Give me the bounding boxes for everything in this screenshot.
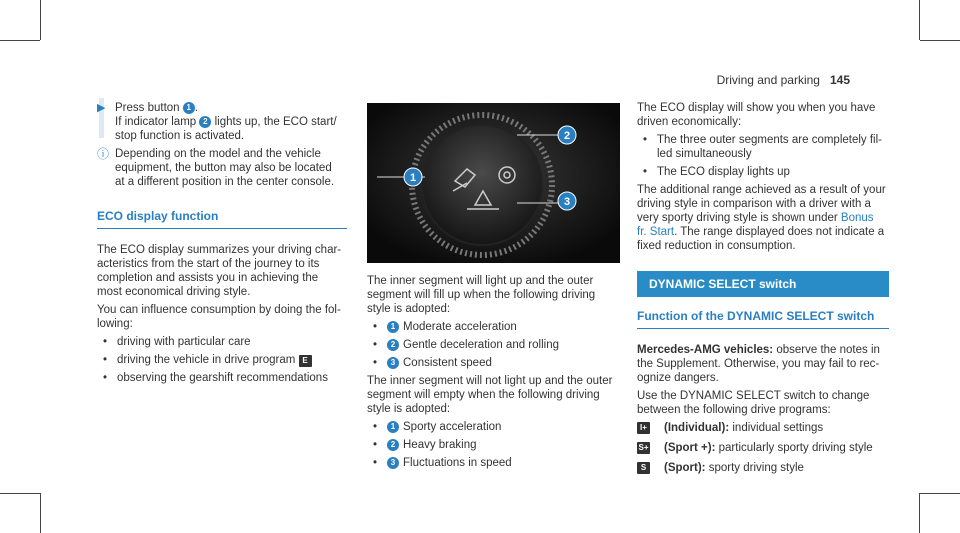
program-desc: particularly sporty driving style <box>718 442 873 454</box>
text-line: the Supplement. Otherwise, you may fail to rec- <box>637 358 880 370</box>
bonus-link[interactable]: Bonus <box>840 212 874 224</box>
text-line: most economical driving style. <box>97 286 251 298</box>
list-text: Sporty acceleration <box>403 421 502 433</box>
bonus-start-link[interactable]: fr. Start <box>637 226 675 238</box>
callout-badge: 1 <box>387 321 399 333</box>
program-item <box>637 441 889 455</box>
list-text: observing the gearshift recommendations <box>117 372 328 384</box>
section-title: Driving and parking <box>716 73 820 87</box>
paragraph <box>367 274 627 316</box>
text-line: The inner segment will light up and the outer <box>367 275 594 287</box>
callout-number: 3 <box>563 196 571 208</box>
list-item: • 3 Fluctuations in speed <box>373 457 512 469</box>
text-line: ognize dangers. <box>637 372 719 384</box>
list-text: driving with particular care <box>117 336 251 348</box>
crop-mark <box>0 493 40 494</box>
text-line: style is adopted: <box>367 303 451 315</box>
crop-mark <box>920 40 960 41</box>
program-name: (Sport +): <box>664 442 716 454</box>
text-line: acteristics from the start of the journey to its <box>97 258 320 270</box>
instruction-step <box>97 101 347 143</box>
program-name: (Sport): <box>664 462 706 474</box>
paragraph <box>637 183 889 253</box>
text-line: driving style in comparison with a driver with a <box>637 198 871 210</box>
step-text: stop function is activated. <box>115 130 245 142</box>
text-line: between the following drive programs: <box>637 404 831 416</box>
list-text: Fluctuations in speed <box>403 457 512 469</box>
callout-badge: 1 <box>183 102 195 114</box>
list-item: • 1 Moderate acceleration <box>373 321 517 333</box>
callout-badge: 2 <box>387 439 399 451</box>
program-desc: individual settings <box>732 422 824 434</box>
list-text: Gentle deceleration and rolling <box>403 339 559 351</box>
crop-mark <box>919 0 920 40</box>
list-item: • driving with particular care <box>103 336 251 348</box>
paragraph <box>637 101 889 129</box>
list-text: Heavy braking <box>403 439 477 451</box>
list-item: • 3 Consistent speed <box>373 357 492 369</box>
section-heading: ECO display function <box>97 209 347 229</box>
text-line: fixed reduction in consumption. <box>637 240 796 252</box>
display-dial <box>422 125 542 245</box>
list-item: • 2 Gentle deceleration and rolling <box>373 339 559 351</box>
text-line: The ECO display will show you when you have <box>637 102 876 114</box>
bold-text: Mercedes-AMG vehicles: <box>637 344 774 356</box>
page-header <box>717 73 850 87</box>
list-text: The ECO display lights up <box>657 166 790 178</box>
step-text-end: . <box>194 102 198 114</box>
list-item: • 1 Sporty acceleration <box>373 421 502 433</box>
text-line: Use the DYNAMIC SELECT switch to change <box>637 390 870 402</box>
crop-mark <box>920 493 960 494</box>
paragraph <box>637 389 889 417</box>
paragraph <box>97 303 347 331</box>
text-line: The additional range achieved as a result of your <box>637 184 886 196</box>
text-line: The ECO display summarizes your driving char- <box>97 244 342 256</box>
list-item: • observing the gearshift recommendations <box>103 372 328 384</box>
program-item <box>637 421 889 435</box>
callout-badge: 1 <box>387 421 399 433</box>
column-right <box>637 101 889 481</box>
column-middle <box>367 274 627 474</box>
text-line: observe the notes in <box>773 344 880 356</box>
callout-number: 1 <box>409 172 417 184</box>
callout-number: 2 <box>563 130 571 142</box>
crop-mark <box>919 493 920 533</box>
sport-program-icon: S <box>637 462 650 474</box>
crop-mark <box>40 493 41 533</box>
note <box>97 147 347 189</box>
info-icon: ⓘ <box>97 147 110 161</box>
crop-mark <box>0 40 40 41</box>
list-text: The three outer segments are completely fil- <box>657 134 882 146</box>
paragraph <box>97 243 347 299</box>
program-desc: sporty driving style <box>708 462 804 474</box>
crop-mark <box>40 0 41 40</box>
text-line: completion and assists you in achieving the <box>97 272 319 284</box>
program-name: (Individual): <box>664 422 730 434</box>
callout-badge: 3 <box>387 457 399 469</box>
list-item: • The ECO display lights up <box>643 166 790 178</box>
text-line: segment will empty when the following driving <box>367 389 600 401</box>
individual-program-icon: I+ <box>637 422 650 434</box>
text-line: segment will fill up when the following driving <box>367 289 596 301</box>
text-line: very sporty driving style is shown under <box>637 212 838 224</box>
drive-program-e-icon: E <box>299 355 312 367</box>
list-text: Consistent speed <box>403 357 492 369</box>
list-text: driving the vehicle in drive program <box>117 354 296 366</box>
text-line: driven economically: <box>637 116 742 128</box>
text-line: style is adopted: <box>367 403 451 415</box>
sport-plus-program-icon: S+ <box>638 443 649 452</box>
text-line: The inner segment will not light up and the outer <box>367 375 613 387</box>
text-line: lowing: <box>97 318 133 330</box>
section-heading: Function of the DYNAMIC SELECT switch <box>637 309 889 329</box>
eco-display-illustration <box>367 103 620 263</box>
list-item: • The three outer segments are completely fil- led simultaneously <box>643 134 882 160</box>
column-left <box>97 101 347 389</box>
step-text: If indicator lamp <box>115 116 197 128</box>
callout-badge: 2 <box>387 339 399 351</box>
list-text: led simultaneously <box>657 148 752 160</box>
list-text: Moderate acceleration <box>403 321 517 333</box>
list-item: • driving the vehicle in drive program E <box>103 353 347 367</box>
step-text: lights up, the ECO start/ <box>214 116 337 128</box>
step-text: Press button <box>115 102 180 114</box>
note-line: equipment, the button may also be located <box>115 162 332 174</box>
callout-badge: 2 <box>199 116 211 128</box>
section-band: DYNAMIC SELECT switch <box>637 271 889 297</box>
text-line: . The range displayed does not indicate a <box>674 226 885 238</box>
paragraph <box>367 374 627 416</box>
program-item <box>637 461 889 475</box>
arrow-icon: ▶ <box>97 102 106 114</box>
page-number: 145 <box>829 73 850 87</box>
callout-badge: 3 <box>387 357 399 369</box>
list-item: • 2 Heavy braking <box>373 439 477 451</box>
text-line: You can influence consumption by doing the fol- <box>97 304 341 316</box>
note-line: Depending on the model and the vehicle <box>115 148 321 160</box>
note-line: at a different position in the center console. <box>115 176 335 188</box>
eco-display-graphic <box>367 103 620 263</box>
paragraph <box>637 343 889 385</box>
